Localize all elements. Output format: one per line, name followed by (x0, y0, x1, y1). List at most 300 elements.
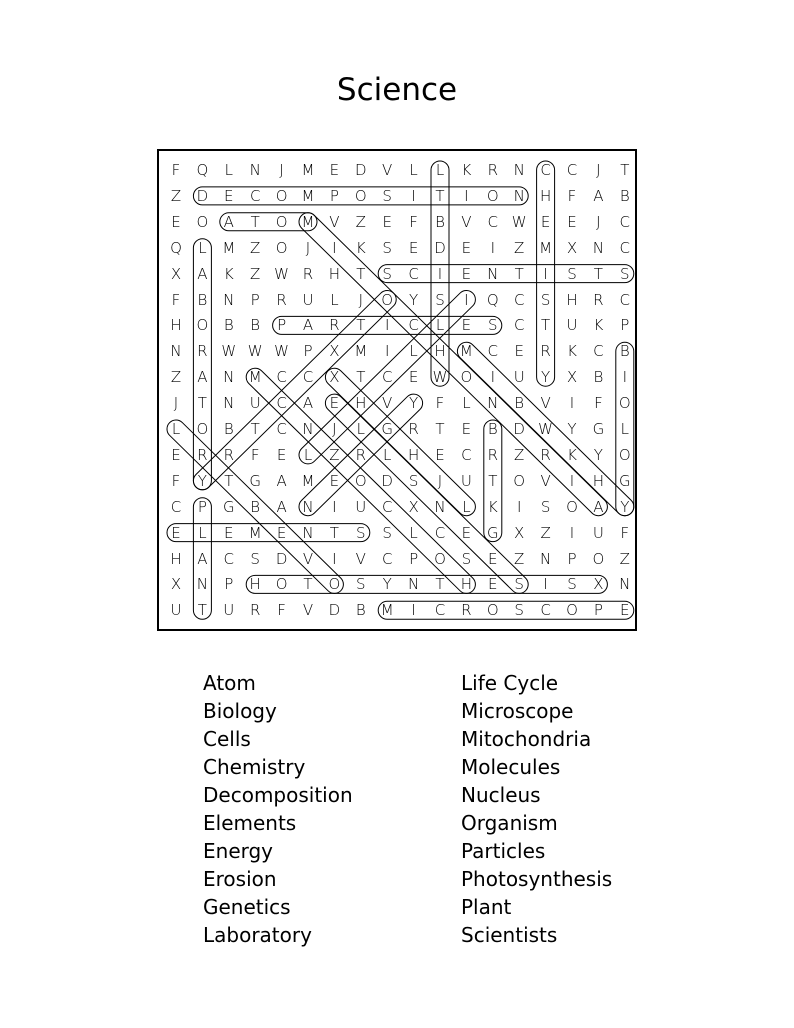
grid-letter: R (593, 290, 604, 309)
grid-letter: I (332, 497, 337, 516)
grid-letter: N (487, 394, 499, 413)
grid-letter: C (593, 342, 604, 361)
grid-letter: S (514, 575, 524, 594)
word-list-item: Nucleus (461, 783, 541, 807)
grid-letter: S (382, 238, 392, 257)
grid-letter: L (171, 420, 181, 438)
grid-letter: B (593, 368, 604, 387)
grid-letter: D (196, 186, 209, 205)
grid-letter: N (407, 575, 420, 594)
grid-letter: O (566, 497, 578, 516)
grid-letter: O (566, 601, 578, 620)
page-title: Science (336, 72, 458, 108)
grid-letter: S (567, 575, 577, 594)
grid-letter: E (461, 420, 472, 438)
grid-letter: X (329, 342, 340, 361)
grid-letter: D (328, 601, 341, 620)
grid-letter: Z (540, 523, 551, 542)
grid-letter: C (249, 186, 261, 205)
grid-letter: E (461, 316, 472, 335)
grid-letter: A (197, 549, 208, 568)
grid-letter: H (539, 186, 552, 205)
grid-letter: R (302, 264, 314, 283)
grid-letter: A (276, 471, 287, 490)
grid-letter: I (384, 342, 390, 361)
word-list-item: Scientists (461, 923, 558, 947)
grid-letter: S (250, 549, 260, 568)
word-list-item: Plant (461, 895, 512, 919)
grid-letter: Z (170, 368, 182, 387)
grid-letter: C (566, 161, 578, 179)
grid-letter: R (249, 601, 261, 620)
grid-letter: X (593, 575, 604, 594)
grid-letter: V (302, 601, 314, 620)
grid-letter: H (566, 290, 578, 309)
grid-letter: C (434, 601, 446, 620)
grid-letter: S (461, 549, 472, 568)
grid-letter: I (490, 238, 496, 257)
grid-letter: T (303, 575, 313, 594)
grid-letter: N (434, 497, 446, 516)
grid-letter: K (461, 161, 472, 179)
word-list-item: Photosynthesis (461, 867, 613, 891)
grid-letter: K (593, 316, 604, 335)
grid-letter: O (328, 575, 341, 594)
grid-letter: N (302, 523, 314, 542)
grid-letter: E (540, 212, 551, 231)
grid-letter: X (170, 575, 182, 594)
grid-letter: O (196, 316, 209, 335)
grid-letter: H (592, 471, 605, 490)
grid-letter: L (224, 161, 233, 179)
grid-letter: Z (514, 445, 525, 464)
word-list-item: Molecules (461, 755, 561, 779)
grid-letter: O (513, 471, 526, 490)
grid-letter: E (488, 575, 498, 594)
grid-letter: L (409, 161, 418, 179)
grid-letter: P (567, 549, 577, 568)
grid-letter: I (516, 497, 522, 516)
grid-letter: M (539, 238, 553, 257)
word-list-left (203, 669, 353, 949)
grid-letter: T (620, 161, 630, 179)
grid-letter: Z (355, 212, 366, 231)
grid-letter: O (618, 445, 631, 464)
grid-letter: J (358, 290, 364, 309)
grid-letter: H (407, 445, 420, 464)
grid-letter: K (487, 497, 498, 516)
grid-letter: I (569, 471, 575, 490)
word-list-item: Chemistry (203, 755, 306, 779)
grid-letter: F (594, 394, 603, 413)
grid-letter: M (459, 342, 473, 361)
grid-letter: W (274, 264, 290, 283)
grid-letter: Z (329, 445, 340, 464)
grid-letter: Z (514, 549, 525, 568)
grid-letter: P (277, 316, 287, 335)
grid-letter: U (355, 497, 367, 516)
grid-letter: R (487, 161, 499, 179)
grid-letter: A (197, 264, 208, 283)
grid-letter: H (170, 316, 182, 335)
grid-letter: M (248, 523, 262, 542)
grid-letter: E (171, 212, 181, 231)
grid-letter: W (274, 342, 290, 361)
grid-letter: O (275, 186, 288, 205)
grid-letter: F (409, 212, 418, 231)
grid-letter: R (197, 445, 208, 464)
grid-letter: Q (170, 238, 182, 257)
grid-letter: N (302, 420, 314, 438)
grid-letter: U (566, 316, 578, 335)
grid-letter: W (511, 212, 527, 231)
grid-letter: N (196, 575, 208, 594)
grid-letter: F (435, 394, 445, 413)
grid-letter: S (382, 523, 392, 542)
grid-letter: F (567, 186, 577, 205)
grid-letter: J (437, 471, 443, 490)
grid-letter: R (461, 601, 472, 620)
grid-letter: S (382, 264, 392, 283)
word-list-item: Cells (203, 727, 251, 751)
word-list-item: Erosion (203, 867, 277, 891)
grid-letter: U (513, 368, 525, 387)
grid-letter: E (461, 238, 472, 257)
grid-letter: T (593, 264, 603, 283)
grid-letter: N (223, 394, 235, 413)
grid-letter: B (250, 497, 261, 516)
grid-letter: P (329, 186, 339, 205)
grid-letter: L (435, 316, 445, 335)
grid-letter: C (513, 290, 525, 309)
grid-letter: O (275, 238, 288, 257)
grid-letter: K (567, 445, 577, 464)
grid-letter: Z (514, 238, 525, 257)
grid-letter: T (250, 420, 260, 438)
grid-letter: C (381, 497, 393, 516)
grid-letter: I (384, 316, 390, 335)
grid-letter: E (382, 212, 392, 231)
grid-letter: Q (196, 161, 209, 179)
grid-letter: M (301, 471, 315, 490)
grid-letter: P (197, 497, 207, 516)
grid-letter: J (332, 420, 337, 438)
word-list-item: Laboratory (203, 923, 312, 947)
grid-letter: A (302, 316, 314, 335)
grid-letter: T (488, 471, 498, 490)
grid-letter: I (464, 290, 469, 309)
grid-letter: B (619, 186, 630, 205)
grid-letter: C (170, 497, 182, 516)
grid-letter: T (514, 264, 524, 283)
word-list-item: Life Cycle (461, 671, 559, 695)
grid-letter: L (303, 445, 313, 464)
grid-letter: L (409, 523, 418, 542)
grid-letter: E (329, 161, 340, 179)
grid-letter: S (356, 523, 366, 542)
grid-letter: I (543, 264, 548, 283)
grid-letter: Z (250, 238, 261, 257)
grid-letter: I (332, 549, 337, 568)
grid-letter: S (540, 290, 551, 309)
grid-letter: R (223, 445, 235, 464)
grid-letter: C (461, 445, 472, 464)
grid-letter: A (197, 368, 208, 387)
word-list-item: Organism (461, 811, 558, 835)
grid-letter: D (513, 420, 525, 438)
grid-letter: N (223, 368, 235, 387)
grid-letter: E (171, 523, 181, 542)
grid-letter: U (249, 394, 261, 413)
grid-letter: M (301, 186, 315, 205)
grid-letter: N (513, 161, 525, 179)
grid-letter: R (329, 316, 340, 335)
grid-letter: F (620, 523, 630, 542)
grid-letter: W (247, 342, 263, 361)
grid-letter: C (540, 601, 551, 620)
grid-letter: C (619, 238, 631, 257)
grid-letter: Y (409, 290, 419, 309)
grid-letter: O (275, 212, 288, 231)
grid-letter: U (460, 471, 472, 490)
word-list-item: Biology (203, 699, 277, 723)
grid-letter: B (197, 290, 208, 309)
grid-letter: D (355, 161, 367, 179)
grid-letter: R (408, 420, 419, 438)
grid-letter: V (382, 394, 393, 413)
grid-letter: K (567, 342, 577, 361)
grid-letter: B (619, 342, 630, 361)
grid-letter: C (276, 420, 287, 438)
grid-letter: L (198, 523, 207, 542)
grid-letter: Z (619, 549, 630, 568)
grid-letter: Y (567, 420, 577, 438)
grid-letter: I (490, 368, 496, 387)
grid-letter: B (487, 420, 498, 438)
grid-letter: T (250, 212, 260, 231)
grid-letter: O (486, 601, 499, 620)
grid-letter: X (408, 497, 419, 516)
grid-letter: E (171, 445, 181, 464)
grid-letter: N (487, 264, 499, 283)
grid-letter: E (224, 523, 234, 542)
grid-letter: M (301, 212, 315, 231)
word-list-item: Mitochondria (461, 727, 592, 751)
grid-letter: E (329, 394, 340, 413)
grid-letter: T (197, 601, 207, 620)
grid-letter: X (566, 368, 578, 387)
grid-letter: Z (250, 264, 261, 283)
grid-letter: G (592, 420, 605, 438)
grid-letter: I (543, 575, 548, 594)
grid-letter: N (539, 549, 552, 568)
grid-letter: C (223, 549, 235, 568)
grid-letter: O (354, 471, 367, 490)
grid-letter: Y (382, 575, 392, 594)
grid-letter: E (329, 471, 340, 490)
word-list-item: Microscope (461, 699, 574, 723)
grid-letter: L (620, 420, 629, 438)
grid-letter: S (356, 575, 366, 594)
grid-letter: J (173, 394, 179, 413)
grid-letter: R (487, 445, 499, 464)
grid-letter: U (170, 601, 182, 620)
word-list-item: Atom (203, 671, 256, 695)
grid-letter: V (355, 549, 366, 568)
grid-letter: E (408, 238, 419, 257)
grid-letter: H (355, 394, 367, 413)
word-list-item: Genetics (203, 895, 291, 919)
grid-letter: R (540, 445, 551, 464)
grid-letter: E (461, 264, 472, 283)
grid-letter: C (302, 368, 314, 387)
grid-letter: S (488, 316, 498, 335)
grid-letter: F (250, 445, 260, 464)
grid-letter: X (566, 238, 578, 257)
grid-letter: M (380, 601, 394, 620)
grid-letter: R (276, 290, 287, 309)
grid-letter: F (171, 161, 181, 179)
grid-letter: Y (620, 497, 630, 516)
grid-letter: J (596, 212, 601, 231)
grid-letter: L (462, 497, 471, 516)
grid-letter: N (302, 497, 314, 516)
grid-letter: H (434, 342, 446, 361)
grid-letter: A (593, 186, 604, 205)
grid-letter: D (381, 471, 393, 490)
word-list-right (461, 669, 612, 949)
grid-letter: X (329, 368, 340, 387)
grid-letter: B (435, 212, 445, 231)
grid-letter: I (332, 238, 337, 257)
grid-letter: E (488, 549, 498, 568)
grid-letter: L (330, 290, 339, 309)
grid-letter: N (513, 186, 525, 205)
grid-letter: M (222, 238, 236, 257)
grid-letter: I (411, 186, 416, 205)
grid-letter: W (221, 342, 237, 361)
grid-letter: B (250, 316, 261, 335)
grid-letter: S (408, 471, 419, 490)
grid-letter: K (223, 264, 234, 283)
grid-letter: L (198, 238, 207, 257)
grid-letter: H (170, 549, 182, 568)
grid-letter: U (592, 523, 604, 542)
grid-letter: T (356, 368, 366, 387)
grid-letter: R (540, 342, 551, 361)
word-list-item: Energy (203, 839, 274, 863)
grid-letter: P (620, 316, 630, 335)
grid-letter: P (303, 342, 313, 361)
grid-letter: T (197, 394, 207, 413)
grid-letter: Y (541, 368, 551, 387)
grid-letter: C (513, 316, 525, 335)
grid-letter: L (435, 161, 445, 179)
grid-letter: A (223, 212, 234, 231)
grid-letter: T (541, 316, 551, 335)
grid-letter: V (540, 394, 551, 413)
grid-letter: B (223, 316, 234, 335)
grid-letter: S (567, 264, 577, 283)
grid-letter: E (435, 445, 445, 464)
grid-letter: R (197, 342, 208, 361)
grid-letter: G (486, 523, 499, 542)
grid-letter: T (224, 471, 234, 490)
grid-letter: N (592, 238, 604, 257)
grid-letter: X (170, 264, 182, 283)
grid-letter: G (381, 420, 393, 438)
grid-letter: F (171, 290, 181, 309)
grid-letter: T (356, 264, 366, 283)
grid-letter: U (302, 290, 314, 309)
grid-letter: S (435, 290, 445, 309)
grid-letter: Y (197, 471, 207, 490)
grid-letter: K (355, 238, 366, 257)
grid-letter: D (275, 549, 288, 568)
grid-letter: C (487, 212, 499, 231)
grid-letter: C (540, 161, 551, 179)
grid-letter: T (435, 186, 445, 205)
grid-letter: E (620, 601, 630, 620)
grid-letter: F (277, 601, 286, 620)
grid-letter: E (276, 523, 287, 542)
grid-letter: C (487, 342, 499, 361)
grid-letter: F (171, 471, 181, 490)
grid-letter: C (619, 290, 631, 309)
grid-letter: O (354, 186, 367, 205)
grid-letter: P (250, 290, 260, 309)
grid-letter: A (302, 394, 314, 413)
grid-letter: O (618, 394, 631, 413)
grid-letter: E (461, 523, 472, 542)
grid-letter: R (355, 445, 367, 464)
grid-letter: M (301, 161, 315, 179)
grid-letter: X (514, 523, 525, 542)
grid-letter: S (514, 601, 524, 620)
grid-letter: B (355, 601, 366, 620)
grid-letter: V (302, 549, 314, 568)
grid-letter: U (223, 601, 235, 620)
grid-letter: S (382, 186, 392, 205)
grid-letter: Y (593, 445, 603, 464)
grid-letter: C (434, 523, 446, 542)
grid-letter: I (569, 523, 575, 542)
letter-grid (157, 149, 637, 631)
grid-letter: T (329, 523, 339, 542)
grid-letter: I (569, 394, 575, 413)
grid-letter: I (464, 186, 469, 205)
grid-letter: C (276, 394, 287, 413)
grid-letter: W (432, 368, 448, 387)
grid-letter: C (381, 368, 393, 387)
grid-letter: P (224, 575, 234, 594)
grid-letter: M (354, 342, 368, 361)
word-list-item: Particles (461, 839, 546, 863)
grid-letter: I (437, 264, 443, 283)
grid-letter: O (592, 549, 605, 568)
word-list-item: Elements (203, 811, 297, 835)
grid-letter: L (409, 342, 418, 361)
grid-letter: C (408, 264, 419, 283)
grid-letter: O (434, 549, 446, 568)
grid-letter: E (224, 186, 234, 205)
grid-letter: J (279, 161, 284, 179)
grid-letter: B (223, 420, 234, 438)
grid-letter: B (514, 394, 525, 413)
grid-letter: O (275, 575, 288, 594)
grid-letter: N (223, 290, 235, 309)
grid-letter: J (305, 238, 311, 257)
